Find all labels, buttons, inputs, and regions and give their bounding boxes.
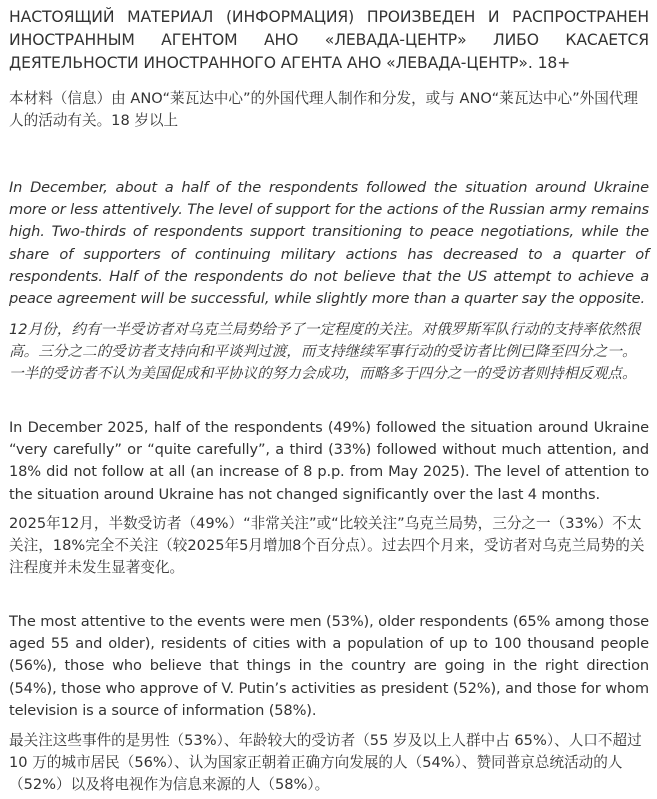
attention-paragraph-zh: 2025年12月，半数受访者（49%）“非常关注”或“比较关注”乌克兰局势，三分之一（33%）不太关注，18%完全不关注（较2025年5月增加8个百分点）。过去四个月来，受访者对乌克兰局势的关注程度并未发生显著变化。 (9, 515, 645, 576)
foreign-agent-notice-zh: 本材料（信息）由 ANO“莱瓦达中心”的外国代理人制作和分发，或与 ANO“莱瓦达中心”外国代理人的活动有关。18 岁以上 (9, 90, 639, 129)
most-attentive-paragraph-en: The most attentive to the events were men (53%), older respondents (65% among those aged 55 and older), residents of cities with a population of up to 100 thousand people (56%), those who believe that things in the country are going in the right direction (54%), those who approve of V. Putin’s activities as president (52%), and those for whom television is a source of information (58%). (9, 613, 649, 719)
attention-paragraph-en: In December 2025, half of the respondents (49%) followed the situation around Ukraine “very carefully” or “quite carefully”, a third (33%) followed without much attention, and 18% did not follow at all (an increase of 8 p.p. from May 2025). The level of attention to the situation around Ukraine has not changed significantly over the last 4 months. (9, 419, 649, 503)
summary-paragraph-en: In December, about a half of the respondents followed the situation around Ukraine more or less attentively. The level of support for the actions of the Russian army remains high. Two-thirds of respondents support transitioning to peace negotiations, while the share of supporters of continuing military actions has decreased to a quarter of respondents. Half of the respondents do not believe that the US attempt to achieve a peace agreement will be successful, while slightly more than a quarter say the opposite. (9, 179, 649, 308)
summary-paragraph-zh: 12月份，约有一半受访者对乌克兰局势给予了一定程度的关注。对俄罗斯军队行动的支持率依然很高。三分之二的受访者支持向和平谈判过渡，而支持继续军事行动的受访者比例已降至四分之一。一半的受访者不认为美国促成和平协议的努力会成功，而略多于四分之一的受访者则持相反观点。 (9, 321, 641, 382)
foreign-agent-notice-ru: НАСТОЯЩИЙ МАТЕРИАЛ (ИНФОРМАЦИЯ) ПРОИЗВЕДЕН И РАСПРОСТРАНЕН ИНОСТРАННЫМ АГЕНТОМ АНО «ЛЕВАДА-ЦЕНТР» ЛИБО КАСАЕТСЯ ДЕЯТЕЛЬНОСТИ ИНОСТРАННОГО АГЕНТА АНО «ЛЕВАДА-ЦЕНТР». 18+ (9, 8, 649, 72)
most-attentive-paragraph-zh: 最关注这些事件的是男性（53%）、年龄较大的受访者（55 岁及以上人群中占 65%）、人口不超过 10 万的城市居民（56%）、认为国家正朝着正确方向发展的人（54%）、赞同普京总统活动的人（52%）以及将电视作为信息来源的人（58%）。 (9, 732, 642, 793)
